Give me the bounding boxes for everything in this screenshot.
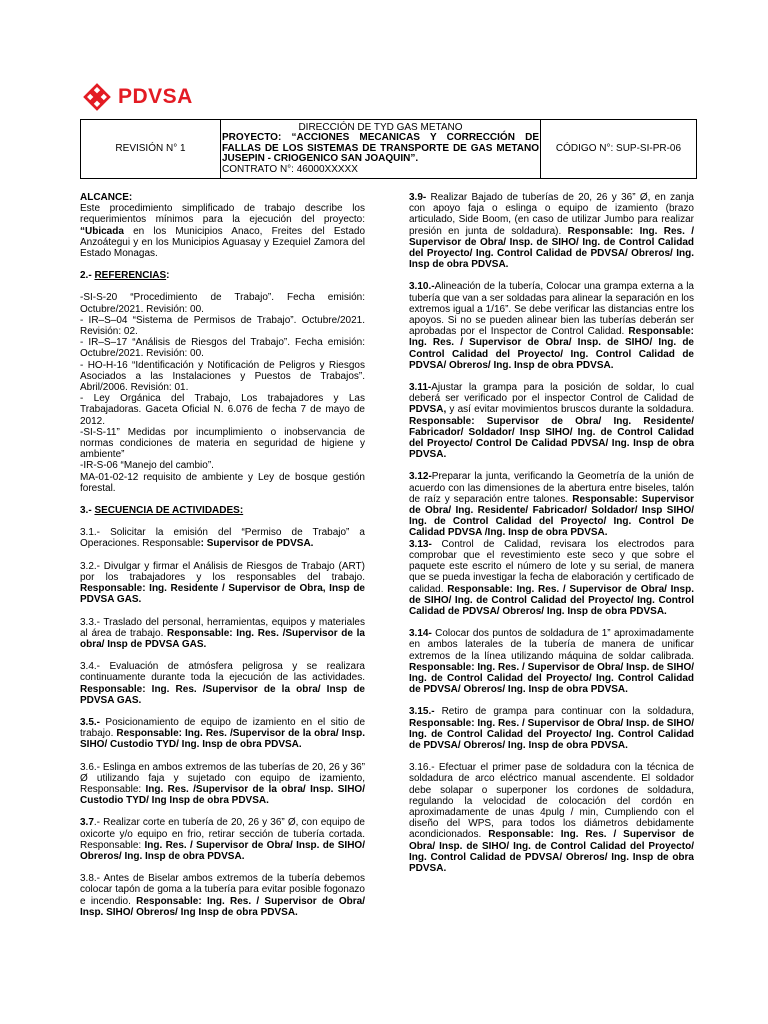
reference-item: -IR-S-06 “Manejo del cambio”. [80,460,214,472]
activity-item: 3.7.- Realizar corte en tubería de 20, 26 y 36” Ø, con equipo de oxicorte y/o equipo en frio, retirar sección de tubería cortada. Responsable: Ing. Res. / Supervisor de Obra/ Insp. de SIHO/ Obreros/ Ing. Insp de obra PDVSA. [80,817,365,862]
activity-item: 3.10.-Alineación de la tubería, Colocar una grampa externa a la tubería que van a ser soldadas para alinear la separación en los extremos igual a 1/16”. Se debe verificar las distancias entre los apoyos. Si no se pueden alinear bien las tuberías deberán ser aprobadas por el Inspector de Control Calidad. Responsable: Ing. Res. / Supervisor de Obra/ Insp. de SIHO/ Ing. de Control Calidad del Proyecto/ Ing. Control Calidad de PDVSA/ Obreros/ Ing. Insp de obra PDVSA. [409,281,694,371]
activity-item: 3.12-Preparar la junta, verificando la Geometría de la unión de acuerdo con las dimensiones de la abertura entre biseles, talón de raíz y separación entre talones. Responsable: Supervisor de Obra/ Ing. Residente/ Fabricador/ Soldador/ Insp SIHO/ Ing. de Control Calidad del Proyecto/ Ing. Control De Calidad PDVSA /Ing. Insp de obra PDVSA. [409,471,694,539]
reference-item: - IR–S–17 “Análisis de Riesgos del Trabajo”. Fecha emisión: Octubre/2021. Revisión: 00. [80,337,365,360]
activity-item: 3.8.- Antes de Biselar ambos extremos de la tubería debemos colocar tapón de goma a la tubería para evitar posible fogonazo e incendio. Responsable: Ing. Res. / Supervisor de Obra/ Insp. SIHO/ Obreros/ Ing Insp de obra PDVSA. [80,873,365,918]
referencias-heading: 2.- REFERENCIAS: [80,270,170,282]
activity-item: 3.4.- Evaluación de atmósfera peligrosa y se realizara continuamente durante toda la ejecución de las actividades. Responsable: Ing. Res. /Supervisor de la obra/ Insp de PDVSA GAS. [80,661,365,706]
project-cell [221,120,541,179]
left-column [80,192,365,929]
brand-name: PDVSA [118,85,193,109]
project-title: PROYECTO: “ACCIONES MECANICAS Y CORRECCIÓN DE FALLAS DE LOS SISTEMAS DE TRANSPORTE DE GAS METANO JUSEPIN - CRIOGENICO SAN JOAQUIN”. [222,132,539,165]
contract-number: CONTRATO N°: 46000XXXXX [222,163,358,175]
activity-item: 3.5.- Posicionamiento de equipo de izamiento en el sitio de trabajo. Responsable: Ing. Res. /Supervisor de la obra/ Insp. SIHO/ Custodio TYD/ Ing. Insp de obra PDVSA. [80,716,365,751]
pdvsa-sun-logo-icon [80,80,114,114]
document-header-table [80,119,697,179]
reference-item: -SI-S-11” Medidas por incumplimiento o inobservancia de normas condiciones de materia en seguridad de higiene y ambiente” [80,426,365,461]
reference-item: MA-01-02-12 requisito de ambiente y Ley de bosque gestión forestal. [80,471,365,494]
revision-cell: REVISIÓN N° 1 [81,120,221,179]
references-list [80,292,365,494]
code-cell: CÓDIGO N°: SUP-SI-PR-06 [541,120,697,179]
activity-item: 3.11-Ajustar la grampa para la posición de soldar, lo cual deberá ser verificado por el inspector Control de Calidad de PDVSA, y así evitar movimientos bruscos durante la soldadura. Responsable: Supervisor de Obra/ Ing. Residente/ Fabricador/ Soldador/ Insp SIHO/ Ing. de Control Calidad del Proyecto/ Control De Calidad PDVSA/ Ing. Insp de obra PDVSA. [409,382,694,461]
reference-item: - Ley Orgánica del Trabajo, Los trabajadores y Las Trabajadoras. Gaceta Oficial N. 6.076 de fecha 7 de mayo de 2012. [80,393,365,427]
reference-item: -SI-S-20 “Procedimiento de Trabajo”. Fecha emisión: Octubre/2021. Revisión: 00. [80,292,365,315]
secuencia-heading: 3.- SECUENCIA DE ACTIVIDADES: [80,505,244,517]
activity-item: 3.2.- Divulgar y firmar el Análisis de Riesgos de Trabajo (ART) por los trabajadores y los responsables del trabajo. Responsable: Ing. Residente / Supervisor de Obra, Insp de PDVSA GAS. [80,560,365,606]
alcance-heading: ALCANCE: [80,192,133,203]
activity-item: 3.14- Colocar dos puntos de soldadura de 1” aproximadamente en ambos laterales de la tubería de manera de unificar extremos de la línea utilizando máquina de soldar calibrada. Responsable: Ing. Res. / Supervisor de Obra/ Insp. de SIHO/ Ing. de Control Calidad del Proyecto/ Ing. Control Calidad de PDVSA/ Obreros/ Ing. Insp de obra PDVSA. [409,628,694,696]
pdvsa-logo [80,80,193,114]
activity-item: 3.9- Realizar Bajado de tuberías de 20, 26 y 36” Ø, en zanja con apoyo faja o eslinga o equipo de izamiento (brazo articulado, Side Boom, (en caso de utilizar Jumbo para realizar presión en junta de soldadura). Responsable: Ing. Res. / Supervisor de Obra/ Insp. de SIHO/ Ing. de Control Calidad del Proyecto/ Ing. Control Calidad de PDVSA/ Obreros/ Ing. Insp de obra PDVSA. [409,192,695,271]
direction-label: DIRECCIÓN DE TYD GAS METANO [298,121,463,133]
activity-item: 3.6.- Eslinga en ambos extremos de las tuberías de 20, 26 y 36” Ø utilizando faja y sujetado con equipo de izamiento, Responsable: Ing. Res. /Supervisor de la obra/ Insp. SIHO/ Custodio TYD/ Ing Insp de obra PDVSA. [80,761,365,807]
alcance-paragraph: Este procedimiento simplificado de trabajo describe los requerimientos mínimos para la ejecución del proyecto: “Ubicada en los Municipios Anaco, Freites del Estado Anzoátegui y en los Municipios Aguasay y Ezequiel Zamora del Estado Monagas. [80,203,366,260]
activities-left [80,527,365,918]
activity-item: 3.16.- Efectuar el primer pase de soldadura con la técnica de soldadura de arco eléctrico manual ascendente. El soldador debe solapar o superponer los cordones de soldadura, regulando la velocidad de colocación del cordón en aproximadamente de unas 4pulg / min, Cumpliendo con el diseño del WPS, para todos los diámetros debidamente acondicionados. Responsable: Ing. Res. / Supervisor de Obra/ Insp. de SIHO/ Ing. de Control Calidad del Proyecto/ Ing. Control Calidad de PDVSA/ Obreros/ Ing. Insp de obra PDVSA. [409,762,694,874]
reference-item: - HO-H-16 “Identificación y Notificación de Peligros y Riesgos Asociados a las Instalaciones y Puestos de Trabajos”. Abril/2006. Revisión: 01. [80,359,365,394]
activity-item: 3.3.- Traslado del personal, herramientas, equipos y materiales al área de trabajo. Responsable: Ing. Res. /Supervisor de la obra/ Insp de PDVSA GAS. [80,616,365,650]
activity-item: 3.1.- Solicitar la emisión del “Permiso de Trabajo” a Operaciones. Responsable: Supervisor de PDVSA. [80,527,365,550]
right-column [409,192,694,874]
activity-item: 3.15.- Retiro de grampa para continuar con la soldadura, Responsable: Ing. Res. / Supervisor de Obra/ Insp. de SIHO/ Ing. de Control Calidad del Proyecto/ Ing. Control Calidad de PDVSA/ Obreros/ Ing. Insp de obra PDVSA. [409,706,694,751]
activity-item: 3.13- Control de Calidad, revisara los electrodos para comprobar que el revestimiento este seco y que sobre el paquete este escrito el número de lote y su serial, de manera que se pueda investigar la fecha de elaboración y certificado de calidad. Responsable: Ing. Res. / Supervisor de Obra/ Insp. de SIHO/ Ing. de Control Calidad del Proyecto/ Ing. Control Calidad de PDVSA/ Obreros/ Ing. Insp de obra PDVSA. [409,538,694,617]
reference-item: - IR–S–04 “Sistema de Permisos de Trabajo”. Octubre/2021. Revisión: 02. [80,314,365,338]
